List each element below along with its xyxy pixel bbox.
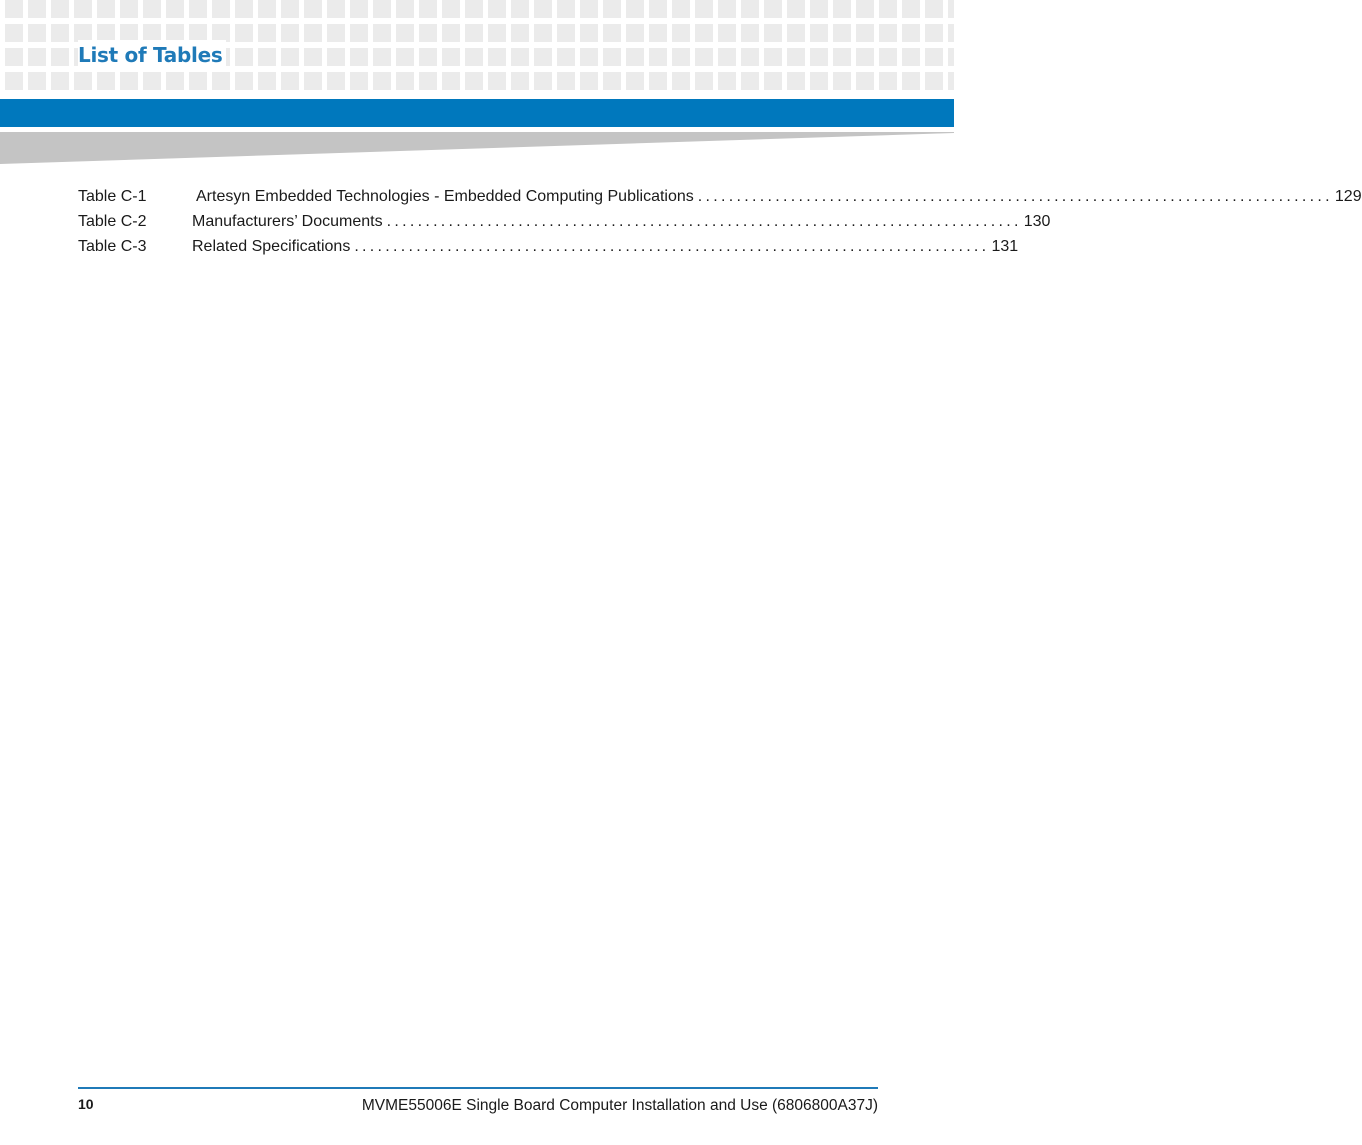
toc-leader-dots: .................................................................................. <box>697 188 1333 205</box>
page-title: List of Tables <box>78 40 226 70</box>
toc-entry-number: Table C-1 <box>78 188 147 205</box>
page-number: 10 <box>78 1096 94 1112</box>
toc-entry-title: Related Specifications <box>192 238 351 255</box>
toc-entry-page: 131 <box>991 238 1019 255</box>
table-list <box>78 184 1362 259</box>
toc-entry-title: Artesyn Embedded Technologies - Embedded Computing Publications <box>196 188 694 205</box>
toc-entry-table-c-1[interactable] <box>78 184 1362 209</box>
toc-entry-number: Table C-3 <box>78 238 147 255</box>
header-wedge <box>0 132 954 164</box>
toc-entry-page: 130 <box>1023 213 1051 230</box>
toc-entry-page: 129 <box>1334 188 1362 205</box>
toc-leader-dots: .................................................................................. <box>386 213 1022 230</box>
toc-leader-dots: .................................................................................. <box>354 238 990 255</box>
footer-rule <box>78 1087 878 1089</box>
footer-document-title: MVME55006E Single Board Computer Installation and Use (6806800A37J) <box>361 1097 878 1114</box>
header-band <box>0 99 954 127</box>
toc-entry-number: Table C-2 <box>78 213 147 230</box>
toc-entry-table-c-3[interactable] <box>78 234 1019 259</box>
toc-entry-title: Manufacturers’ Documents <box>192 213 383 230</box>
toc-entry-table-c-2[interactable] <box>78 209 1051 234</box>
